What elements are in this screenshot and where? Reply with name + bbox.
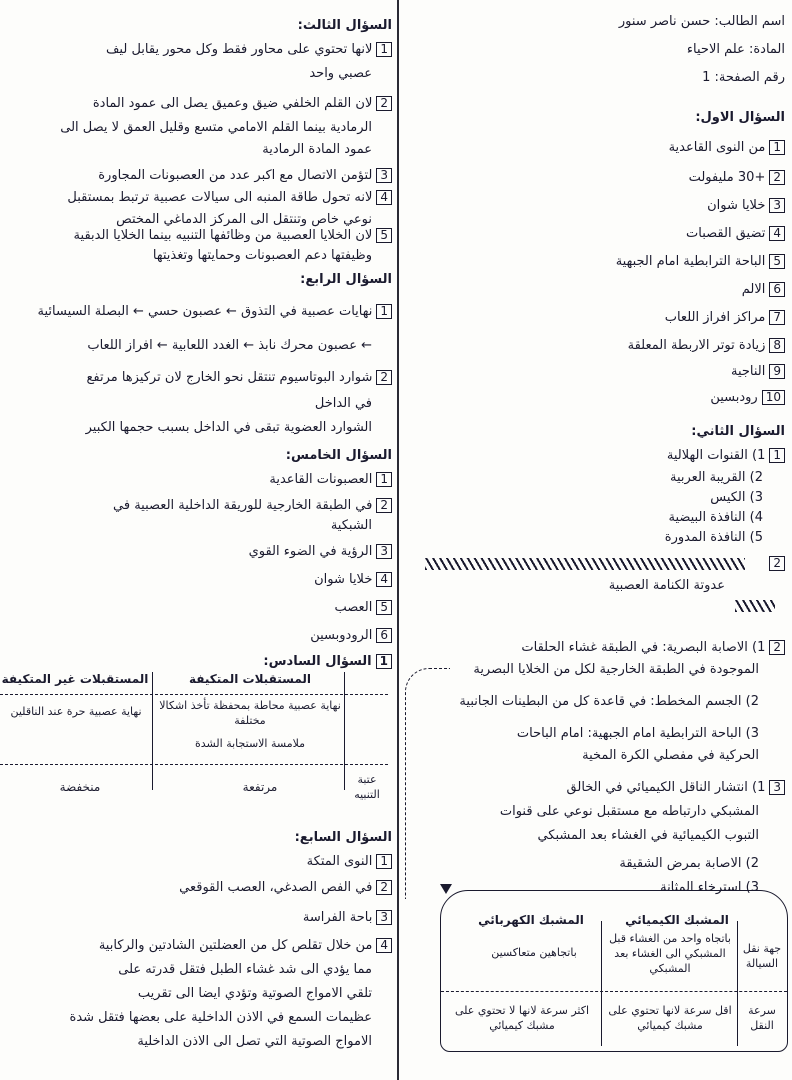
q7-item-4-line-3: تلقي الامواج الصوتية وتؤدي ايضا الى تقريب [137, 986, 372, 1001]
t6-header-divider [0, 694, 388, 695]
receptors-comparison-table [0, 672, 388, 802]
row-direction-label: جهة نقل السيالة [742, 942, 782, 970]
q5-item-6: 6الرودوبسين [8, 628, 392, 644]
q5-item-4: 4خلايا شوان [8, 572, 392, 588]
col-tonic-receptors: المستقبلات غير المتكيفة [1, 672, 149, 686]
q7-item-1: 1النوى المتكة [8, 854, 392, 870]
q2-part1-item-2: 2) القريبة العربية [670, 470, 763, 485]
q2-part3-line-4: 3) الباحة الترابطية امام الجبهية: امام الباحات [516, 726, 759, 741]
q1-item-9: 9الناجية [413, 364, 785, 380]
electrical-direction-value: باتجاهين متعاكسين [491, 946, 577, 959]
student-name: اسم الطالب: حسن ناصر سنور [618, 14, 785, 29]
t6-row-divider [0, 764, 388, 765]
crossed-out-scribble-small [735, 600, 775, 612]
q2-part4-line-5: 3) استرخاء المثانة [660, 880, 759, 895]
q1-item-7: 7مراكز افراز اللعاب [413, 310, 785, 326]
q3-item-1-line-1: 1لانها تحتوي على محاور فقط وكل محور يقابل ليف [8, 42, 392, 58]
arrow-head-icon [440, 884, 452, 894]
column-divider [397, 0, 399, 1080]
q5-item-2-line-2: الشبكية [330, 518, 372, 533]
q5-item-5: 5العصب [8, 600, 392, 616]
tonic-structure-value: نهاية عصبية حرة عند الناقلين [10, 705, 142, 718]
chemical-speed-value: اقل سرعة لانها تحتوي على مشبك كيميائي [608, 1004, 732, 1032]
tonic-threshold-value: منخفضة [59, 780, 101, 794]
q7-item-2: 2في الفص الصدغي، العصب القوقعي [8, 880, 392, 896]
q4-item-1-line-2: ← عصبون محرك نابذ ← الغدد اللعابية ← افراز اللعاب [87, 338, 372, 353]
phasic-threshold-value: مرتفعة [242, 780, 278, 794]
q1-item-4: 4تضيق القصبات [413, 226, 785, 242]
q2-part1-item-5: 5) النافذة المدورة [664, 530, 763, 545]
q2-part1-item-3: 3) الكيس [710, 490, 763, 505]
q5-heading: السؤال الخامس: [285, 448, 392, 463]
q4-item-2-line-3: الشوارد العضوية تبقى في الداخل بسبب حجمها الكبير [85, 420, 372, 435]
q2-part2-text: عدوتة الكنامة العصبية [608, 578, 725, 593]
q1-item-5: 5الباحة الترابطية امام الجبهية [413, 254, 785, 270]
q6-heading: 1السؤال السادس: [8, 654, 392, 670]
q1-item-1: 1من النوى القاعدية [413, 140, 785, 156]
t6-divider-2 [344, 672, 345, 790]
q7-heading: السؤال السابع: [294, 830, 392, 845]
q1-item-3: 3خلايا شوان [413, 198, 785, 214]
q3-item-2-line-2: الرمادية بينما القلم الامامي متسع وقليل العمق لا يصل الى [60, 120, 372, 135]
q2-part4-line-1: 31) انتشار الناقل الكيميائي في الخالق [413, 780, 785, 796]
crossed-out-scribble [425, 558, 745, 570]
q3-item-5-line-1: 5لان الخلايا العصبية من وظائفها التنبيه بينما الخلايا الدبقية [8, 228, 392, 244]
q2-part1-item-4: 4) النافذة البيضية [668, 510, 763, 525]
q2-part4-line-3: التبوب الكيميائية في الغشاء بعد المشبكي [537, 828, 759, 843]
table-divider-1 [737, 921, 738, 1046]
q5-item-1: 1العصبونات القاعدية [8, 472, 392, 488]
q1-item-6: 6الالم [413, 282, 785, 298]
q2-part3-line-2: الموجودة في الطبقة الخارجية لكل من الخلايا البصرية [473, 662, 759, 677]
q2-part1-item-1: 11) القنوات الهلالية [413, 448, 785, 464]
synapse-comparison-table [440, 890, 788, 1052]
col-phasic-receptors: المستقبلات المتكيفة [188, 672, 311, 686]
q2-heading: السؤال الثاني: [691, 424, 785, 439]
chemical-direction-value: باتجاه واحد من الغشاء قبل المشبكي الى الغشاء بعد المشبكي [609, 932, 731, 975]
threshold-label: عتبة التنبيه [354, 773, 380, 801]
phasic-extra-value: ملامسة الاستجابة الشدة [194, 737, 306, 750]
q5-item-2-line-1: 2في الطبقة الخارجية للوريقة الداخلية العصبية في [8, 498, 392, 514]
col-electrical-synapse: المشبك الكهربائي [478, 913, 584, 927]
col-chemical-synapse: المشبك الكيميائي [625, 913, 729, 927]
q2-part3-line-3: 2) الجسم المخطط: في قاعدة كل من البطينات الجانبية [459, 694, 759, 709]
q2-part4-line-2: المشبكي دارتباطه مع مستقبل نوعي على قنوات [499, 804, 759, 819]
left-column [4, 0, 392, 1080]
q1-heading: السؤال الاول: [695, 110, 785, 125]
q3-item-2-line-3: عمود المادة الرمادية [262, 142, 372, 157]
page-number: رقم الصفحة: 1 [702, 70, 785, 85]
subject-name: المادة: علم الاحياء [686, 42, 785, 57]
q7-item-3: 3باحة الفراسة [8, 910, 392, 926]
q1-item-8: 8زيادة توتر الاربطة المعلقة [413, 338, 785, 354]
q3-item-4-line-2: نوعي خاص وتنتقل الى المركز الدماغي المختص [116, 212, 372, 227]
q2-part2: 2 [413, 556, 785, 572]
q5-item-3: 3الرؤية في الضوء القوي [8, 544, 392, 560]
q3-heading: السؤال الثالث: [297, 18, 392, 33]
q7-item-4-line-4: عظيمات السمع في الاذن الداخلية على بعضها فتقل شدة [69, 1010, 372, 1025]
q7-item-4-line-5: الامواج الصوتية التي تصل الى الاذن الداخلية [137, 1034, 372, 1049]
table-row-divider [441, 991, 787, 992]
q1-item-10: 10رودبسين [413, 390, 785, 406]
q1-item-2: 2+30 مليفولت [413, 170, 785, 186]
q3-item-1-line-2: عصبي واحد [309, 66, 372, 81]
q2-part3-line-1: 21) الاصابة البصرية: في الطبقة غشاء الحلقات [413, 640, 785, 656]
q3-item-4-line-1: 4لانه تحول طاقة المنبه الى سيالات عصبية ترتبط بمستقبل [8, 190, 392, 206]
q4-item-2-line-2: في الداخل [314, 396, 372, 411]
electrical-speed-value: اكثر سرعة لانها لا تحتوي على مشبك كيميائي [454, 1004, 590, 1032]
dashed-arrow-line [405, 668, 450, 899]
phasic-structure-value: نهاية عصبية محاطة بمحفظة تأخذ اشكالا مختلفة [159, 699, 341, 727]
q4-item-2-line-1: 2شوارد البوتاسيوم تنتقل نحو الخارج لان تركيزها مرتفع [8, 370, 392, 386]
q3-item-3: 3لتؤمن الاتصال مع اكبر عدد من العصبونات المجاورة [8, 168, 392, 184]
q2-part3-line-5: الحركية في مفصلي الكرة المخية [582, 748, 759, 763]
row-speed-label: سرعة النقل [748, 1004, 776, 1032]
table-divider-2 [601, 921, 602, 1046]
t6-divider-1 [152, 672, 153, 790]
q3-item-5-line-2: وظيفتها دعم العصبونات وحمايتها وتغذيتها [152, 248, 372, 263]
q4-item-1-line-1: 1نهايات عصبية في التذوق ← عصبون حسي ← البصلة السيسائية [8, 304, 392, 320]
q2-part4-line-4: 2) الاصابة بمرض الشقيقة [619, 856, 759, 871]
q7-item-4-line-2: مما يؤدي الى شد غشاء الطبل فتقل قدرته على [118, 962, 372, 977]
q7-item-4-line-1: 4من خلال تقلص كل من العضلتين الشادتين والركابية [8, 938, 392, 954]
q4-heading: السؤال الرابع: [300, 272, 392, 287]
q3-item-2-line-1: 2لان القلم الخلفي ضيق وعميق يصل الى عمود المادة [8, 96, 392, 112]
